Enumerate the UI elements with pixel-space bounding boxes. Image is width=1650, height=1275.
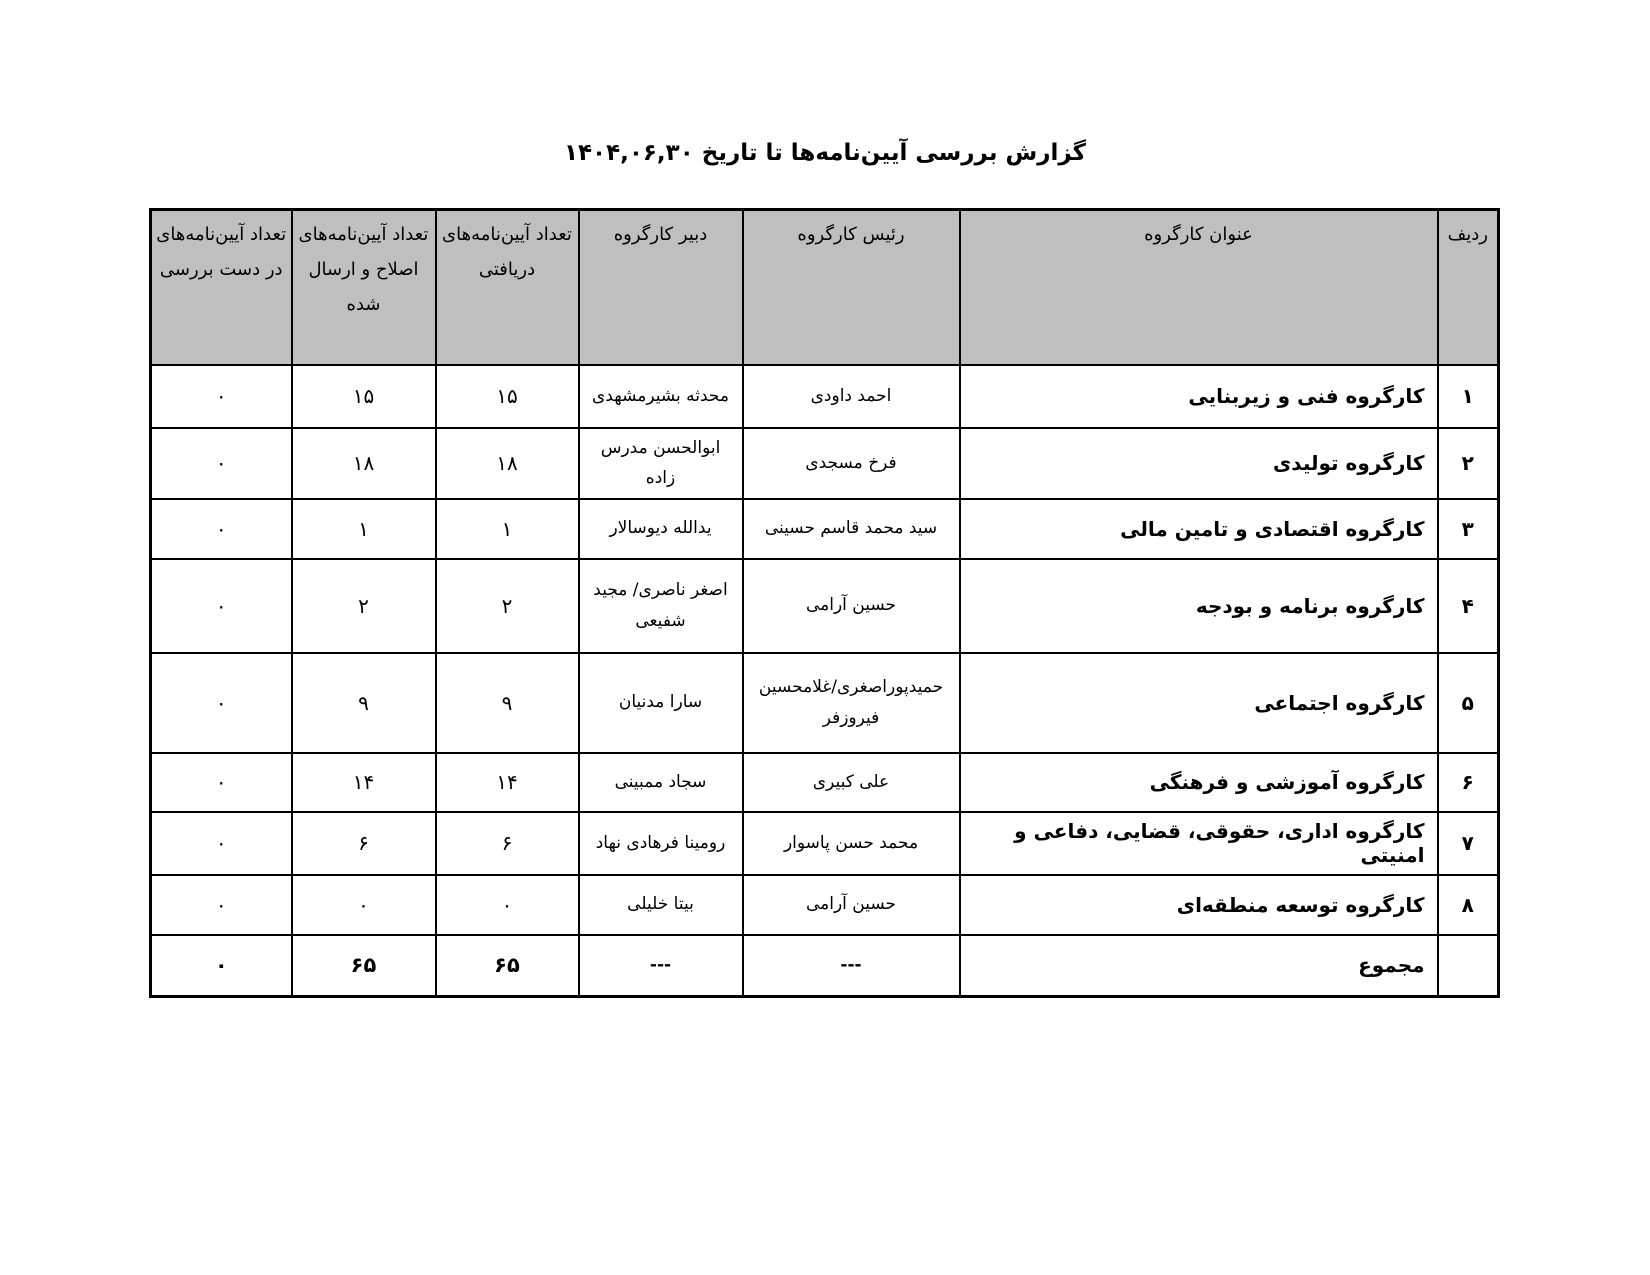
- group-title-cell: کارگروه برنامه و بودجه: [960, 559, 1438, 653]
- row-index-cell: ۳: [1438, 499, 1499, 559]
- total-label-cell: مجموع: [960, 935, 1438, 997]
- in-review-count-cell: ۰: [151, 875, 292, 935]
- page-title: گزارش بررسی آیین‌نامه‌ها تا تاریخ ۱۴۰۴,۰۶,۳۰: [563, 140, 1087, 166]
- group-head-cell: علی کبیری: [743, 753, 960, 812]
- col-header-received-count: تعداد آیین‌نامه‌های دریافتی: [436, 210, 579, 365]
- group-title-cell: کارگروه اقتصادی و تامین مالی: [960, 499, 1438, 559]
- row-index-cell: ۷: [1438, 812, 1499, 875]
- table-footer: [151, 935, 1499, 997]
- group-secretary-cell: ابوالحسن مدرس زاده: [579, 428, 743, 499]
- table-body: [151, 365, 1499, 935]
- revised-count-cell: ۲: [292, 559, 436, 653]
- table-row: [151, 365, 1499, 428]
- total-in-review-cell: ۰: [151, 935, 292, 997]
- received-count-cell: ۰: [436, 875, 579, 935]
- group-head-cell: حمیدپوراصغری/غلامحسین فیروزفر: [743, 653, 960, 753]
- received-count-cell: ۹: [436, 653, 579, 753]
- group-title-cell: کارگروه آموزشی و فرهنگی: [960, 753, 1438, 812]
- header-row: [151, 210, 1499, 365]
- col-header-index: ردیف: [1438, 210, 1499, 365]
- table-row: [151, 559, 1499, 653]
- received-count-cell: ۲: [436, 559, 579, 653]
- in-review-count-cell: ۰: [151, 559, 292, 653]
- revised-count-cell: ۶: [292, 812, 436, 875]
- table-row: [151, 653, 1499, 753]
- total-secretary-cell: ---: [579, 935, 743, 997]
- in-review-count-cell: ۰: [151, 653, 292, 753]
- group-title-cell: کارگروه توسعه منطقه‌ای: [960, 875, 1438, 935]
- group-head-cell: محمد حسن پاسوار: [743, 812, 960, 875]
- total-head-cell: ---: [743, 935, 960, 997]
- group-secretary-cell: یدالله دیوسالار: [579, 499, 743, 559]
- in-review-count-cell: ۰: [151, 365, 292, 428]
- report-table: [149, 208, 1500, 998]
- received-count-cell: ۱۸: [436, 428, 579, 499]
- group-title-cell: کارگروه فنی و زیربنایی: [960, 365, 1438, 428]
- col-header-revised-count: تعداد آیین‌نامه‌های اصلاح و ارسال شده: [292, 210, 436, 365]
- total-row: [151, 935, 1499, 997]
- received-count-cell: ۱۴: [436, 753, 579, 812]
- group-secretary-cell: اصغر ناصری/ مجید شفیعی: [579, 559, 743, 653]
- revised-count-cell: ۹: [292, 653, 436, 753]
- in-review-count-cell: ۰: [151, 499, 292, 559]
- in-review-count-cell: ۰: [151, 428, 292, 499]
- group-head-cell: احمد داودی: [743, 365, 960, 428]
- total-received-cell: ۶۵: [436, 935, 579, 997]
- table-header: [151, 210, 1499, 365]
- group-head-cell: فرخ مسجدی: [743, 428, 960, 499]
- table-row: [151, 812, 1499, 875]
- group-secretary-cell: سجاد ممبینی: [579, 753, 743, 812]
- in-review-count-cell: ۰: [151, 812, 292, 875]
- revised-count-cell: ۱۴: [292, 753, 436, 812]
- group-secretary-cell: محدثه بشیرمشهدی: [579, 365, 743, 428]
- row-index-cell: ۱: [1438, 365, 1499, 428]
- group-secretary-cell: سارا مدنیان: [579, 653, 743, 753]
- group-secretary-cell: رومینا فرهادی نهاد: [579, 812, 743, 875]
- revised-count-cell: ۱: [292, 499, 436, 559]
- received-count-cell: ۱: [436, 499, 579, 559]
- group-head-cell: حسین آرامی: [743, 875, 960, 935]
- row-index-cell: ۲: [1438, 428, 1499, 499]
- revised-count-cell: ۱۵: [292, 365, 436, 428]
- col-header-in-review-count: تعداد آیین‌نامه‌های در دست بررسی: [151, 210, 292, 365]
- col-header-group-secretary: دبیر کارگروه: [579, 210, 743, 365]
- table-row: [151, 753, 1499, 812]
- revised-count-cell: ۱۸: [292, 428, 436, 499]
- total-revised-cell: ۶۵: [292, 935, 436, 997]
- group-secretary-cell: بیتا خلیلی: [579, 875, 743, 935]
- col-header-group-title: عنوان کارگروه: [960, 210, 1438, 365]
- group-title-cell: کارگروه اداری، حقوقی، قضایی، دفاعی و امنیتی: [960, 812, 1438, 875]
- row-index-cell: ۸: [1438, 875, 1499, 935]
- table-row: [151, 499, 1499, 559]
- group-title-cell: کارگروه اجتماعی: [960, 653, 1438, 753]
- group-title-cell: کارگروه تولیدی: [960, 428, 1438, 499]
- received-count-cell: ۶: [436, 812, 579, 875]
- in-review-count-cell: ۰: [151, 753, 292, 812]
- group-head-cell: حسین آرامی: [743, 559, 960, 653]
- received-count-cell: ۱۵: [436, 365, 579, 428]
- table-row: [151, 428, 1499, 499]
- row-index-cell: ۶: [1438, 753, 1499, 812]
- group-head-cell: سید محمد قاسم حسینی: [743, 499, 960, 559]
- row-index-cell: ۴: [1438, 559, 1499, 653]
- col-header-group-head: رئیس کارگروه: [743, 210, 960, 365]
- row-index-cell: ۵: [1438, 653, 1499, 753]
- revised-count-cell: ۰: [292, 875, 436, 935]
- table-row: [151, 875, 1499, 935]
- total-index-cell: [1438, 935, 1499, 997]
